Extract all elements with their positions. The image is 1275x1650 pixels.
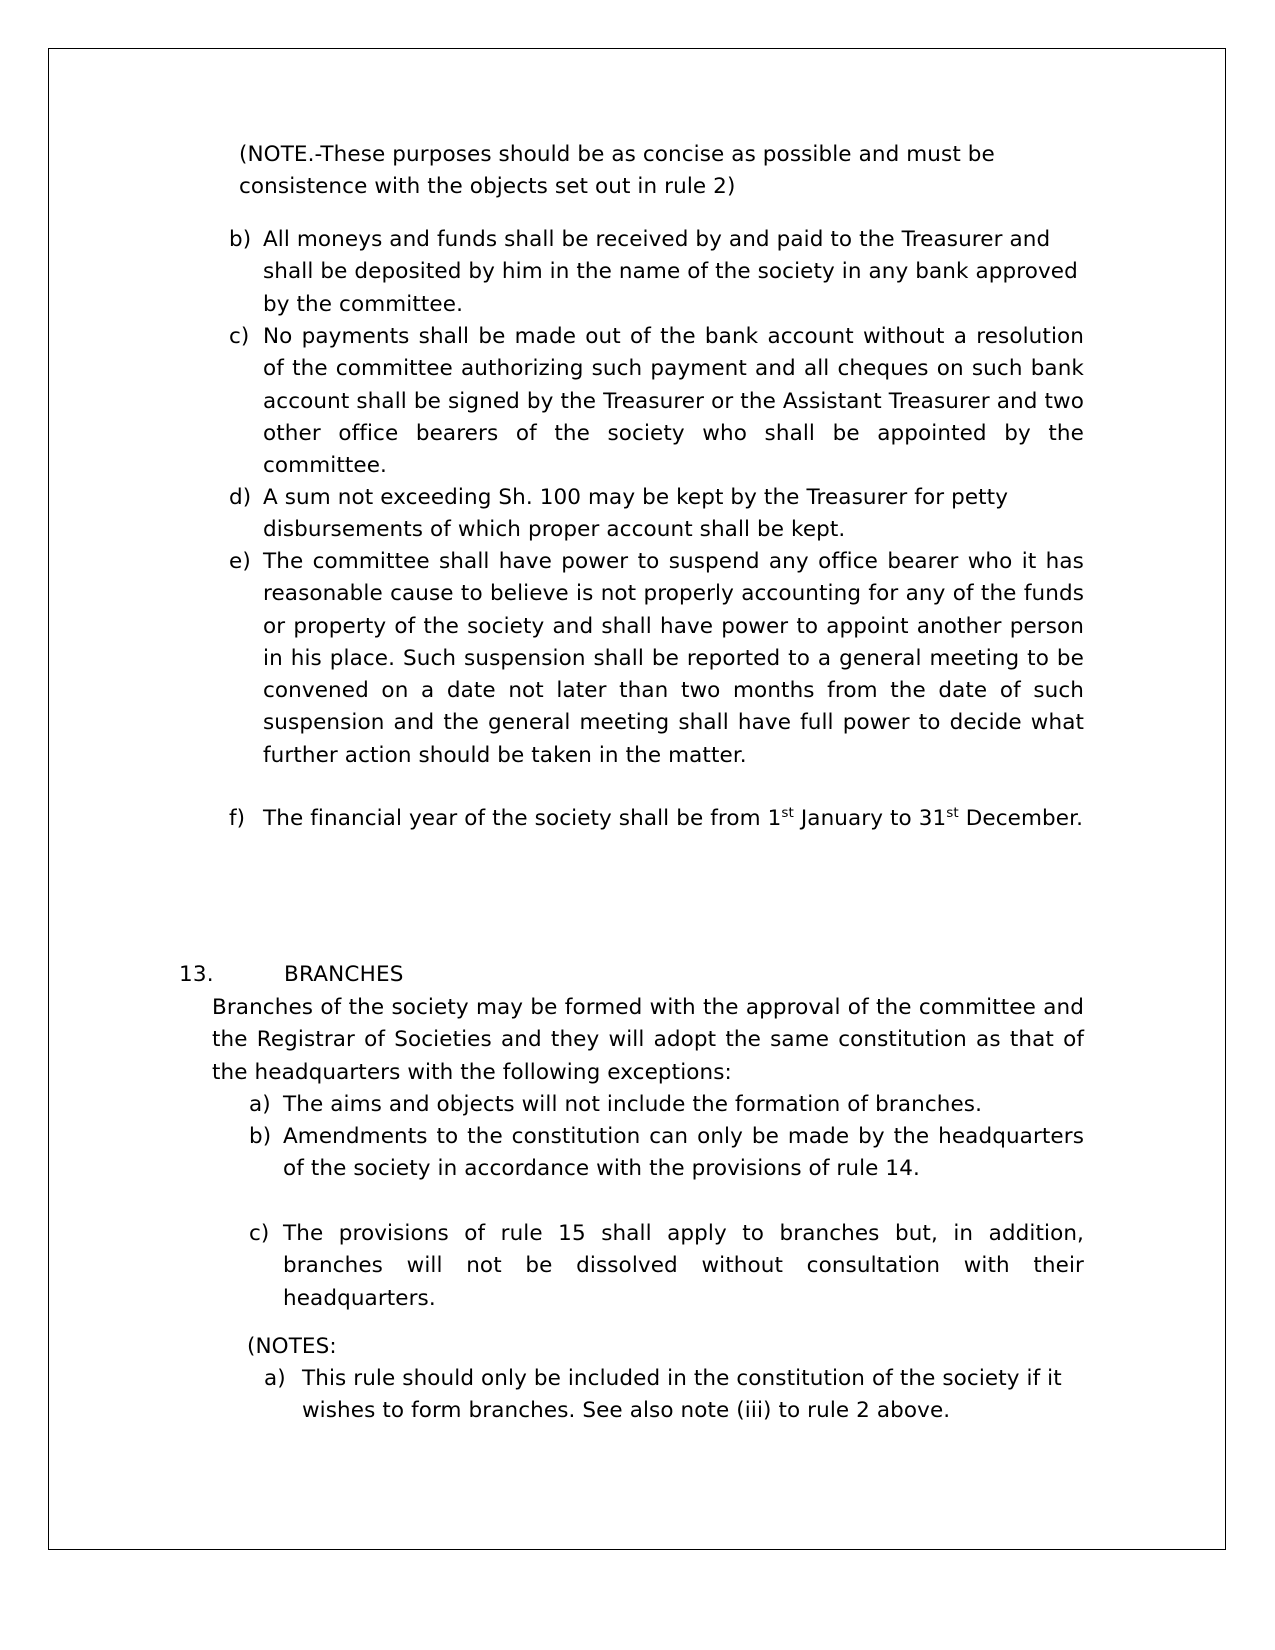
section-item-b bbox=[249, 1121, 1084, 1186]
clause-b bbox=[229, 224, 1084, 321]
clause-f-text-after: December. bbox=[958, 806, 1084, 831]
clause-c-text: No payments shall be made out of the bank account without a resolution of the committee authorizing such payment and all cheques on such bank account shall be signed by the Treasurer or the Assistant Treasurer and two other office bearers of the society who shall be appointed by the committee. bbox=[263, 324, 1084, 479]
clause-f-text bbox=[263, 803, 1084, 835]
clause-c bbox=[229, 321, 1084, 482]
section-heading bbox=[179, 959, 1079, 991]
clause-f bbox=[229, 803, 1084, 835]
section-item-c bbox=[249, 1218, 1084, 1315]
section-item-b-marker: b) bbox=[249, 1124, 272, 1149]
clause-b-text: All moneys and funds shall be received by and paid to the Treasurer and shall be deposited by him in the name of the society in any bank approved by the committee. bbox=[263, 227, 1078, 317]
clause-b-marker: b) bbox=[229, 227, 252, 252]
section-item-a-marker: a) bbox=[249, 1092, 271, 1117]
clause-f-ordinal-second: st bbox=[946, 804, 959, 821]
notes-item-a-text: This rule should only be included in the constitution of the society if it wishes to form branches. See also note (iii) to rule 2 above. bbox=[302, 1366, 1062, 1424]
clause-d-text: A sum not exceeding Sh. 100 may be kept by the Treasurer for petty disbursements of which proper account shall be kept. bbox=[263, 485, 1009, 543]
clause-f-text-middle: January to 31 bbox=[793, 806, 947, 831]
section-item-c-marker: c) bbox=[249, 1221, 270, 1246]
document-page bbox=[48, 48, 1226, 1550]
section-item-c-text: The provisions of rule 15 shall apply to branches but, in addition, branches will not be dissolved without consultation with their headquarters. bbox=[283, 1221, 1084, 1311]
clause-e-text: The committee shall have power to suspend any office bearer who it has reasonable cause to believe is not properly accounting for any of the funds or property of the society and shall have power to appoint another person in his place. Such suspension shall be reported to a general meeting to be convened on a date not later than two months from the date of such suspension and the general meeting shall have full power to decide what further action should be taken in the matter. bbox=[263, 549, 1084, 768]
section-title: BRANCHES bbox=[284, 962, 404, 987]
notes-label: (NOTES: bbox=[247, 1334, 337, 1359]
section-item-b-text: Amendments to the constitution can only be made by the headquarters of the society in accordance with the provisions of rule 14. bbox=[283, 1124, 1084, 1182]
clause-d bbox=[229, 482, 1084, 547]
top-note-paragraph: (NOTE.-These purposes should be as concise as possible and must be consistence with the objects set out in rule 2) bbox=[239, 142, 995, 200]
section-number: 13. bbox=[179, 962, 214, 987]
clause-f-ordinal-first: st bbox=[781, 804, 794, 821]
clause-e-marker: e) bbox=[229, 549, 251, 574]
notes-item-a-marker: a) bbox=[264, 1366, 286, 1391]
section-item-a-text: The aims and objects will not include the formation of branches. bbox=[283, 1092, 983, 1117]
document-content bbox=[49, 49, 1225, 1549]
clause-f-text-before: The financial year of the society shall be from 1 bbox=[263, 806, 782, 831]
clause-e bbox=[229, 546, 1084, 772]
clause-d-marker: d) bbox=[229, 485, 252, 510]
section-intro-paragraph: Branches of the society may be formed with the approval of the committee and the Registrar of Societies and they will adopt the same constitution as that of the headquarters with the following exceptions: bbox=[212, 995, 1084, 1085]
clause-f-marker: f) bbox=[229, 806, 246, 831]
notes-item-a bbox=[264, 1363, 1104, 1428]
section-item-a bbox=[249, 1089, 1084, 1121]
clause-c-marker: c) bbox=[229, 324, 250, 349]
